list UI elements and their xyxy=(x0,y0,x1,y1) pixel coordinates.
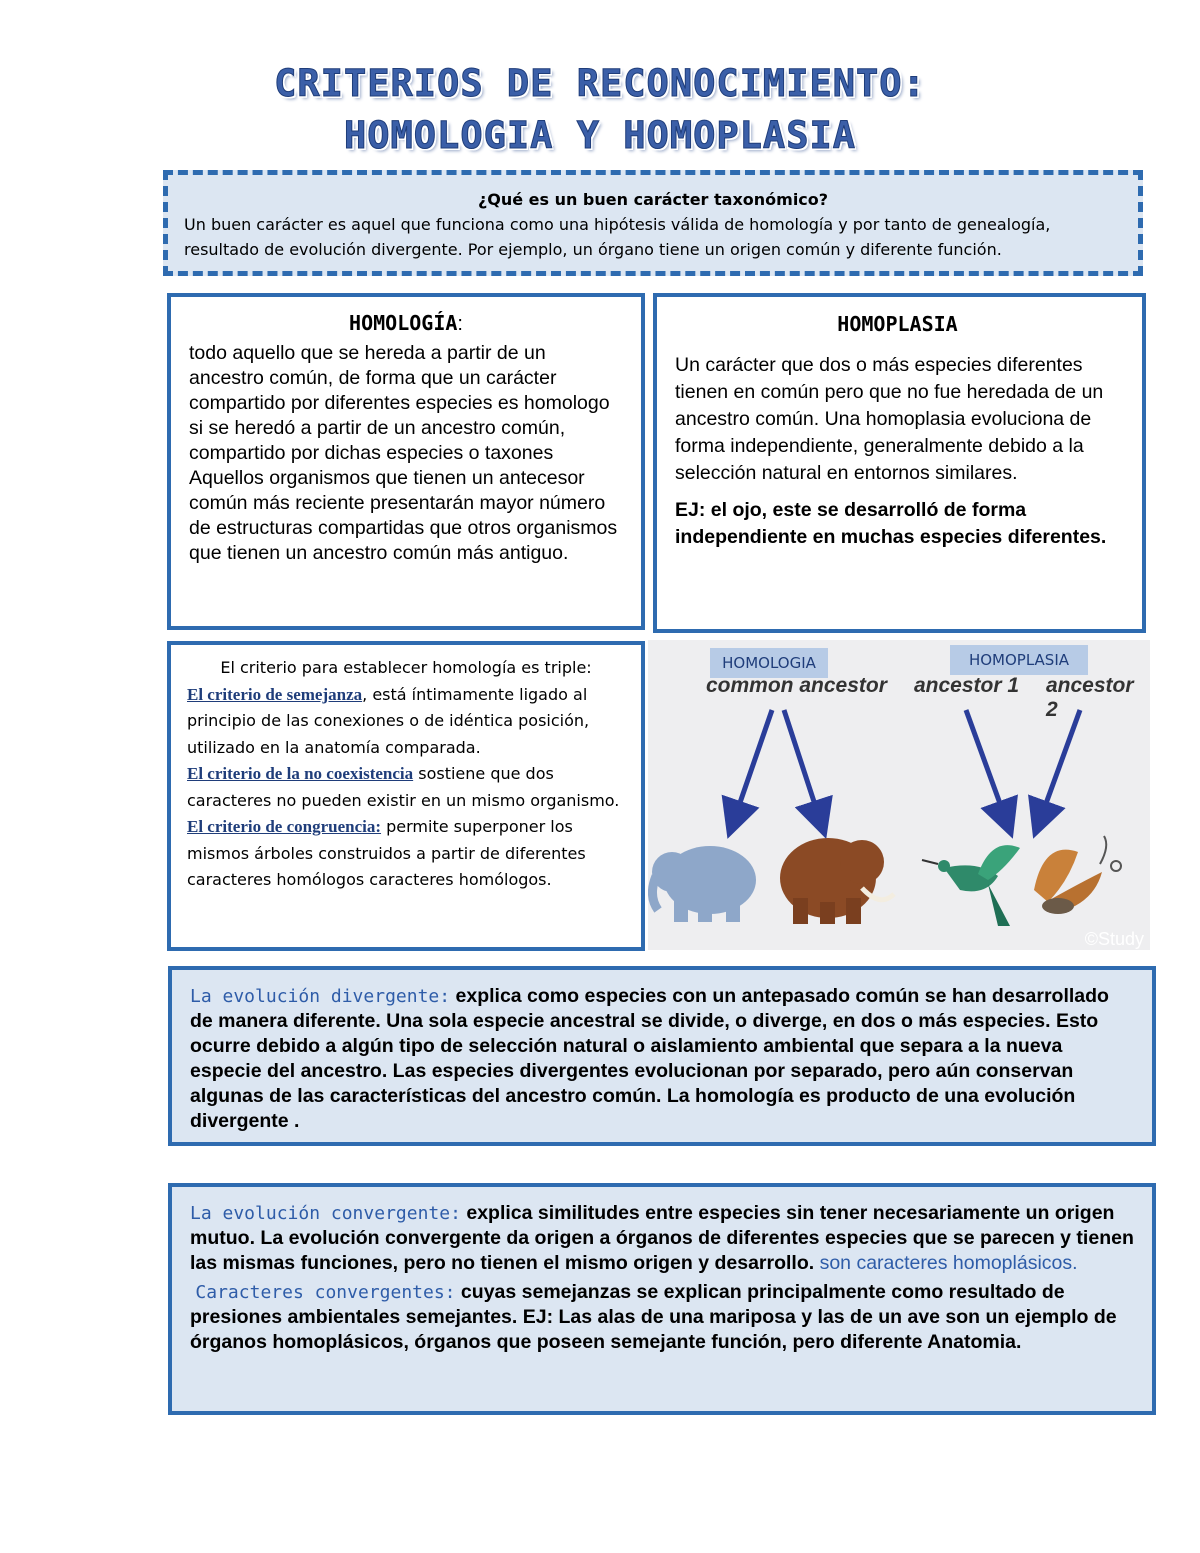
question-box xyxy=(163,170,1143,276)
caracteres-convergentes-term: Caracteres convergentes: xyxy=(195,1282,456,1303)
homologia-paragraph-1: todo aquello que se hereda a partir de un ancestro común, de forma que un carácter compartido por diferentes especies es homologo si se heredó a partir de un ancestro común, compartido por dichas especies o taxones xyxy=(189,342,610,464)
convergente-paragraph-2 xyxy=(190,1280,1134,1355)
ancestor-2-label: ancestor 2 xyxy=(1046,674,1134,721)
criterio-no-coexistencia-link[interactable]: El criterio de la no coexistencia xyxy=(187,764,414,783)
question-body: Un buen carácter es aquel que funciona como una hipótesis válida de homología y por tanto de genealogía, resultado de evolución divergente. Por ejemplo, un órgano tiene un origen común y diferente función. xyxy=(184,215,1051,259)
arrow-left-1 xyxy=(734,710,772,820)
homologia-paragraph-2: Aquellos organismos que tienen un antecesor común más reciente presentarán mayor número de estructuras compartidas que otros organismos que tienen un ancestro común más antiguo. xyxy=(189,467,618,564)
criterio-item-text: sostiene que dos caracteres no pueden existir en un mismo organismo. xyxy=(187,764,620,810)
divergente-body: explica como especies con un antepasado común se han desarrollado de manera diferente. Una sola especie ancestral se divide, o diverge, en dos o más especies. Esto ocurre debido a algún tipo de selección natural o aislamiento ambiental que separa a la nueva especie del ancestro. Las especies divergentes evolucionan por separado, pero aún conservan algunas de las características del ancestro común. La homología es producto de una evolución divergente . xyxy=(190,985,1109,1132)
homologia-label: HOMOLOGIA xyxy=(710,648,828,678)
elephant-icon xyxy=(652,846,756,922)
question-title: ¿Qué es un buen carácter taxonómico? xyxy=(477,190,829,209)
criterio-item-text: , está íntimamente ligado al principio de las conexiones o de idéntica posición, utilizado en la anatomía comparada. xyxy=(187,684,590,757)
mammoth-icon xyxy=(780,838,894,924)
evolution-figure xyxy=(648,640,1150,950)
homoplasia-box xyxy=(653,293,1146,633)
caracteres-convergentes-body: cuyas semejanzas se explican principalmente como resultado de presiones ambientales semejantes. EJ: Las alas de una mariposa y las de un ave son un ejemplo de órganos homoplásicos, órganos que poseen semejante función, pero diferente Anatomia. xyxy=(190,1281,1117,1353)
divergente-box xyxy=(168,966,1156,1146)
ancestor-1-label: ancestor 1 xyxy=(914,674,1020,697)
convergente-body: explica similitudes entre especies sin tener necesariamente un origen mutuo. La evolución convergente da origen a órganos de diferentes especies que se parecen y tienen las mismas funciones, pero no tienen el mismo origen y desarrollo. xyxy=(190,1202,1134,1274)
homologia-heading-colon: : xyxy=(457,313,463,335)
criterio-box xyxy=(167,641,645,951)
arrow-left-2 xyxy=(784,710,820,820)
homoplasia-body: Un carácter que dos o más especies diferentes tienen en común pero que no fue heredada de un ancestro común. Una homoplasia evoluciona de forma independiente, generalmente debido a la selección natural en entornos similares. xyxy=(675,354,1104,484)
convergente-tail: son caracteres homoplásicos. xyxy=(814,1252,1078,1274)
convergente-term: La evolución convergente: xyxy=(190,1203,461,1224)
common-ancestor-label: common ancestor xyxy=(706,674,887,697)
criterio-item xyxy=(187,814,625,894)
arrow-right-2 xyxy=(1040,710,1080,820)
criterio-congruencia-link[interactable]: El criterio de congruencia: xyxy=(187,817,382,836)
divergente-term: La evolución divergente: xyxy=(190,986,451,1007)
convergente-box xyxy=(168,1183,1156,1415)
page-title-line1: CRITERIOS DE RECONOCIMIENTO: xyxy=(274,62,926,105)
criterio-item xyxy=(187,761,625,814)
homoplasia-heading: HOMOPLASIA xyxy=(837,312,958,336)
hummingbird-icon xyxy=(922,845,1020,926)
criterio-heading: El criterio para establecer homología es triple: xyxy=(220,658,592,677)
homologia-box xyxy=(167,293,645,630)
homologia-heading-text: HOMOLOGÍA xyxy=(349,311,458,335)
homologia-heading xyxy=(189,311,623,337)
convergente-paragraph-1 xyxy=(190,1201,1134,1276)
criterio-item xyxy=(187,682,625,762)
arrow-right-1 xyxy=(966,710,1006,820)
criterio-semejanza-link[interactable]: El criterio de semejanza xyxy=(187,684,363,704)
page-title-line2: HOMOLOGIA Y HOMOPLASIA xyxy=(343,114,857,157)
moth-icon xyxy=(1034,836,1121,914)
watermark: ©Study xyxy=(1084,929,1144,949)
homoplasia-example: EJ: el ojo, este se desarrolló de forma independiente en muchas especies diferentes. xyxy=(675,499,1107,548)
criterio-item-text: permite superponer los mismos árboles construidos a partir de diferentes caracteres homólogos caracteres homólogos. xyxy=(187,817,586,889)
homoplasia-label: HOMOPLASIA xyxy=(950,645,1088,675)
